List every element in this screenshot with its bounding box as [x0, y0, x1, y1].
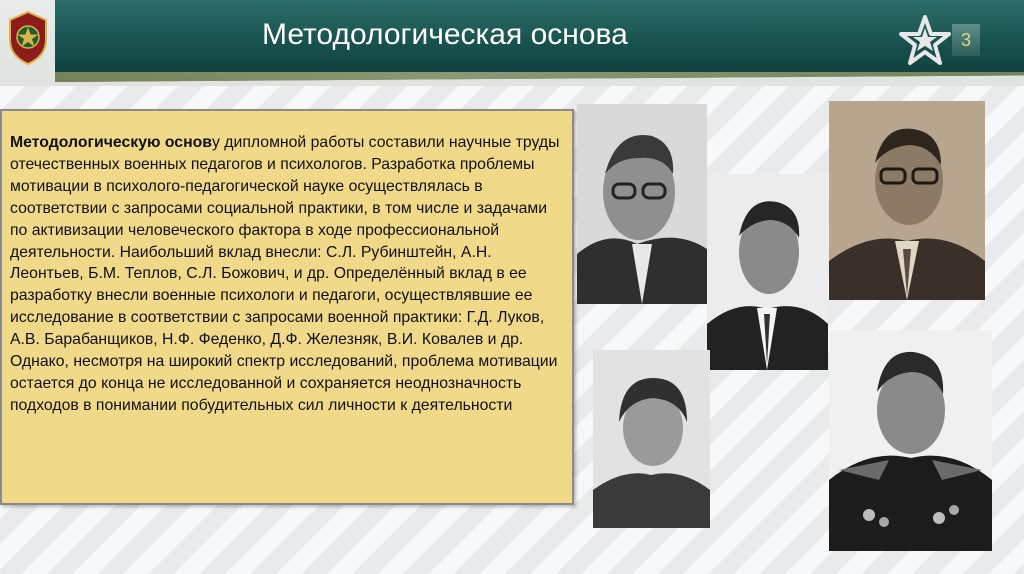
content-text-box	[0, 109, 574, 505]
content-paragraph	[10, 132, 566, 417]
page-title: Методологическая основа	[262, 18, 628, 51]
army-star-icon	[898, 14, 952, 68]
military-emblem-icon	[6, 10, 50, 66]
page-number: 3	[952, 24, 980, 56]
portrait-photo	[829, 330, 992, 551]
portrait-photo	[829, 101, 985, 300]
lead-rest-text: у дипломной работы составили научные труды отечественных военных педагогов и психологов. Разработка проблемы мотивации в психолого-педагогической науке осуществлялась в соответствии с запросами социальной практики, в том числе и задачами по активизации человеческого фактора в ходе профессиональной деятельности. Наибольший вклад внесли: С.Л. Рубинштейн, А.Н. Леонтьев, Б.М. Теплов, С.Л. Божович, и др. Определённый вклад в ее разработку внесли военные психологи и педагоги, осуществлявшие ее исследование в соответствии с запросами военной практики: Г.Д. Луков, А.В. Барабанщиков, Н.Ф. Феденко, Д.Ф. Железняк, В.И. Ковалев и др. Однако, несмотря на широкий спектр исследований, проблема мотивации остается до конца не исследованной и сохраняется неоднозначность подходов в понимании побудительных сил личности к деятельности	[10, 134, 560, 414]
portrait-photo	[593, 350, 710, 528]
lead-bold-text: Методологическую основ	[10, 134, 212, 151]
slide-header	[0, 0, 1024, 86]
portrait-photo	[577, 104, 707, 304]
portrait-photo	[707, 174, 828, 370]
